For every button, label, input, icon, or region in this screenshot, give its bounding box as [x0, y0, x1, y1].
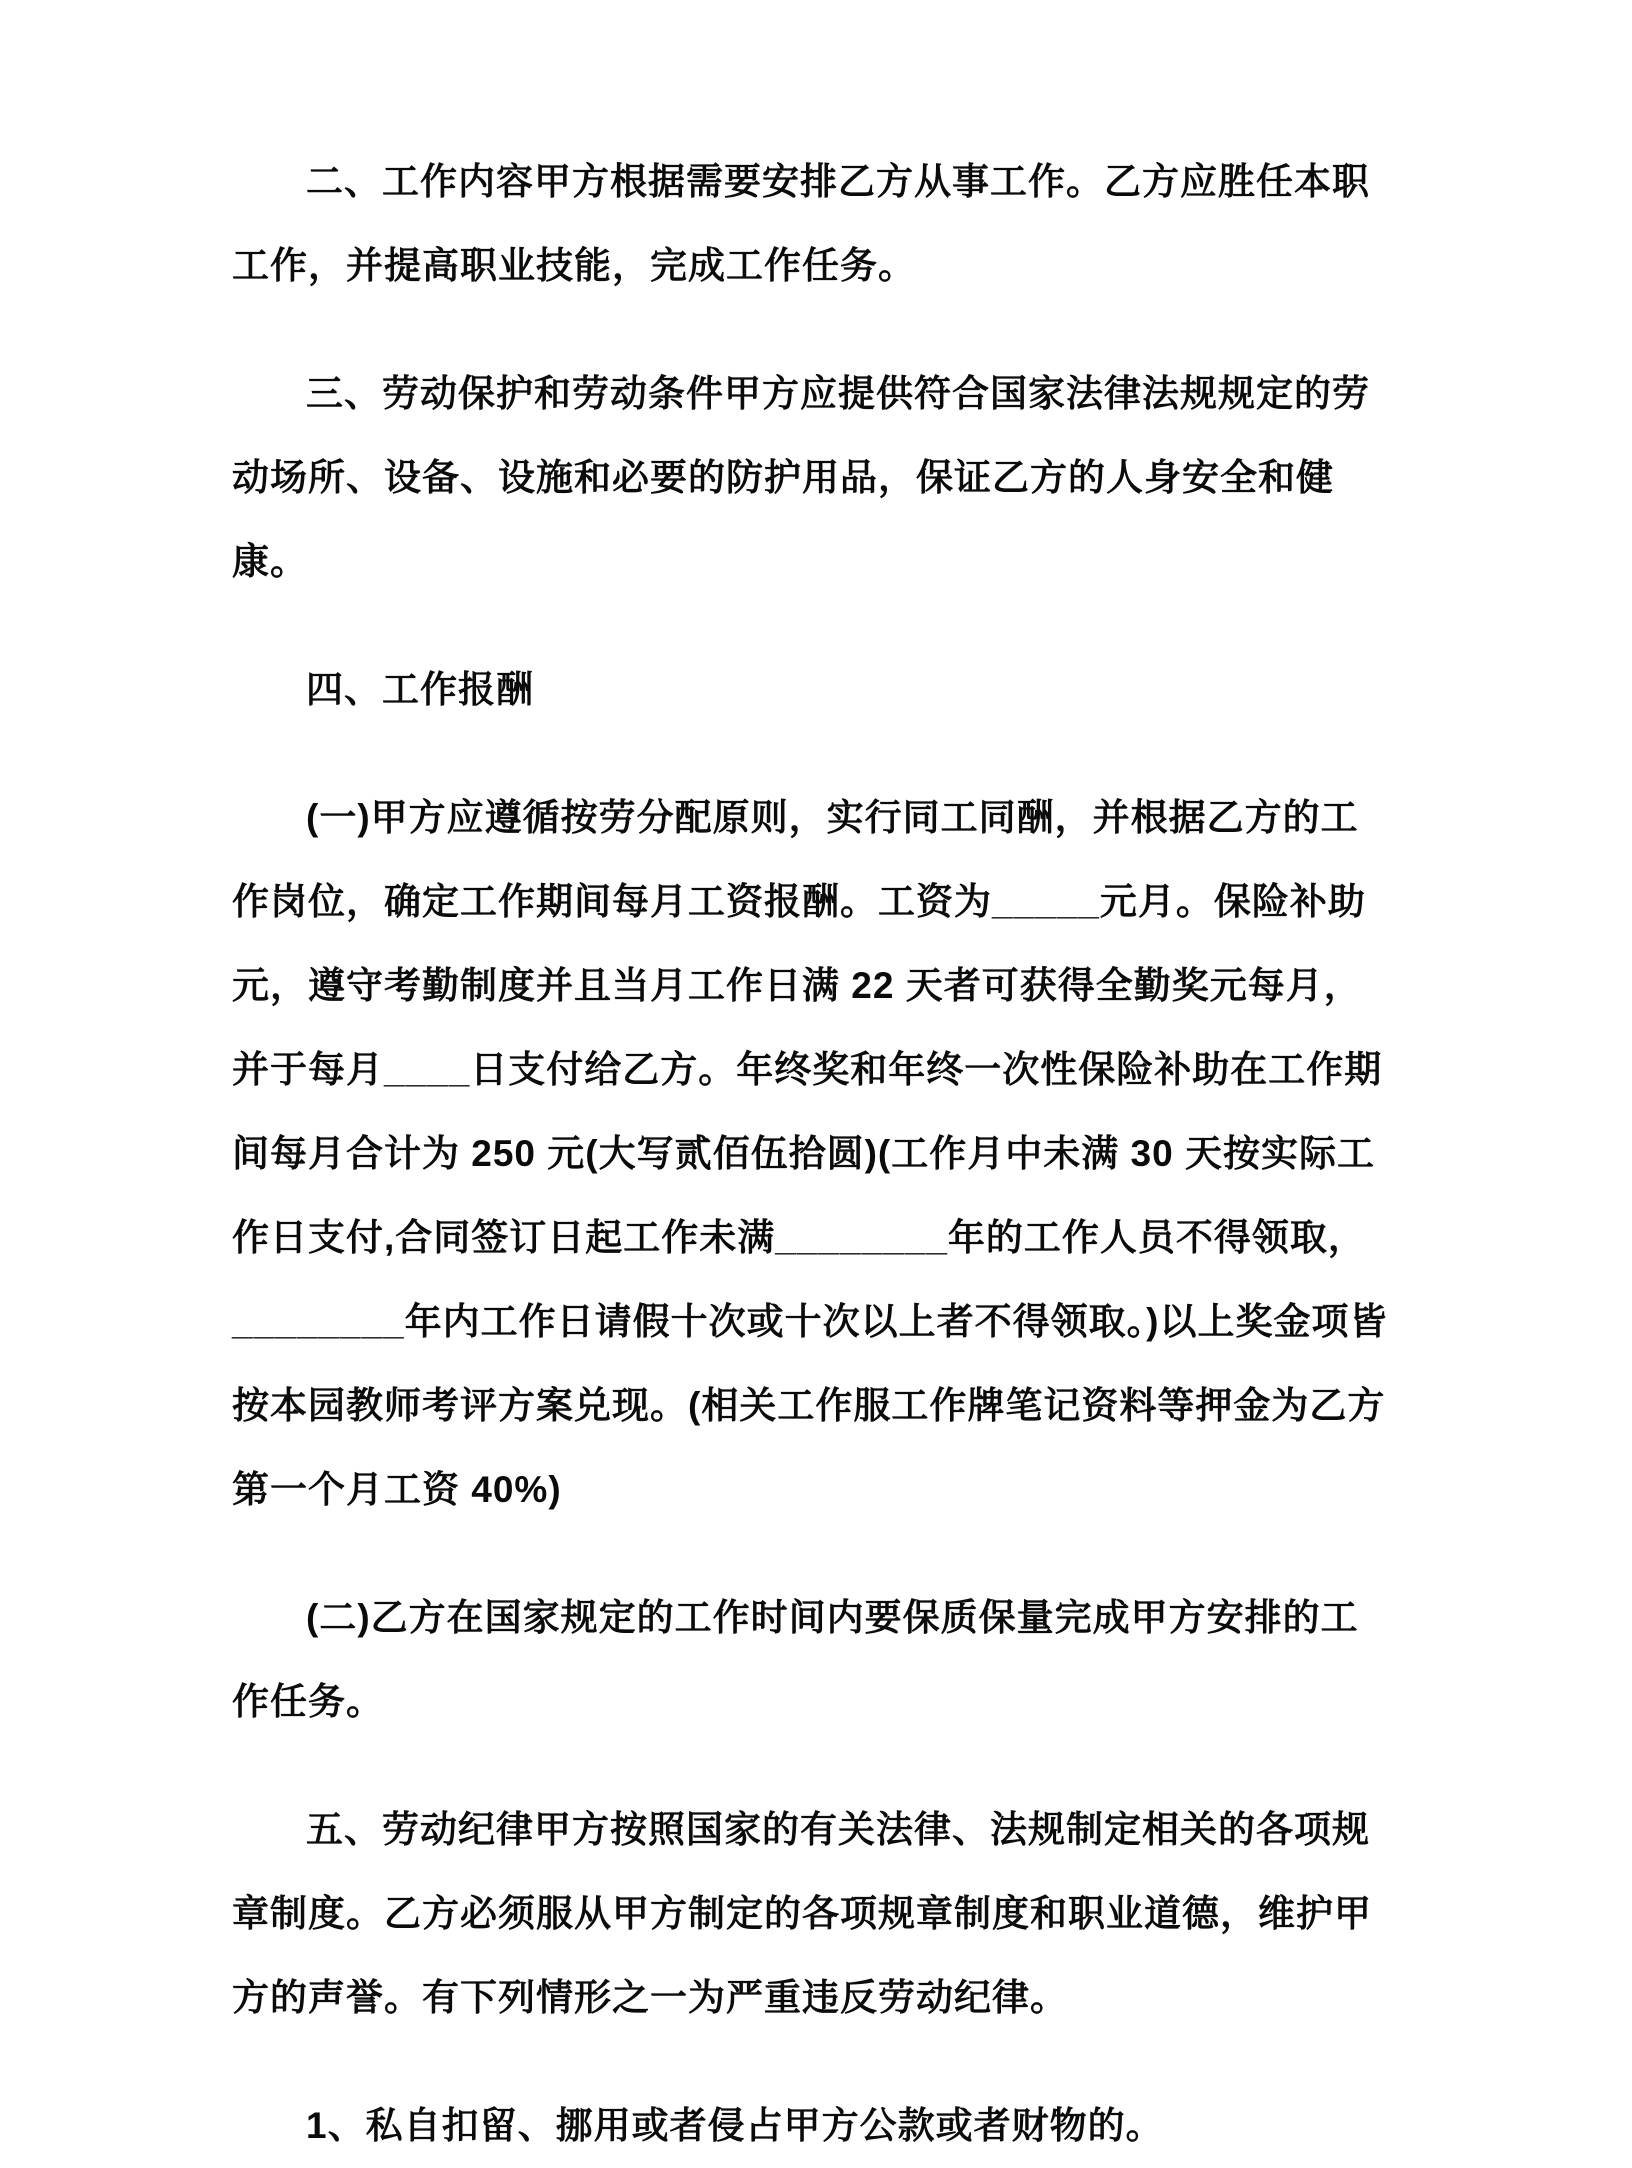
clause-work-content: 二、工作内容甲方根据需要安排乙方从事工作。乙方应胜任本职工作，并提高职业技能，完成工作任务。: [232, 161, 1370, 286]
clause-compensation-detail: (一)甲方应遵循按劳分配原则，实行同工同酬，并根据乙方的工作岗位，确定工作期间每月工资报酬。工资为_____元月。保险补助元，遵守考勤制度并且当月工作日满 22 天者可获得全勤奖元每月，并于每月____日支付给乙方。年终奖和年终一次性保险补助在工作期间每月合计为 250 元(大写贰佰伍拾圆)(工作月中未满 30 天按实际工作日支付,合同签订日起工作未满________年的工作人员不得领取，________年内工作日请假十次或十次以上者不得领取。)以上奖金项皆按本园教师考评方案兑现。(相关工作服工作牌笔记资料等押金为乙方第一个月工资 40%): [232, 797, 1388, 1510]
discipline-list-item-1: 1、私自扣留、挪用或者侵占甲方公款或者财物的。: [306, 2105, 1164, 2146]
clause-heading-work-compensation: 四、工作报酬: [306, 669, 534, 710]
clause-labor-discipline: 五、劳动纪律甲方按照国家的有关法律、法规制定相关的各项规章制度。乙方必须服从甲方制定的各项规章制度和职业道德，维护甲方的声誉。有下列情形之一为严重违反劳动纪律。: [232, 1809, 1372, 2018]
clause-work-time-requirement: (二)乙方在国家规定的工作时间内要保质保量完成甲方安排的工作任务。: [232, 1597, 1359, 1722]
clause-labor-protection: 三、劳动保护和劳动条件甲方应提供符合国家法律法规规定的劳动场所、设备、设施和必要的防护用品，保证乙方的人身安全和健康。: [232, 373, 1370, 582]
